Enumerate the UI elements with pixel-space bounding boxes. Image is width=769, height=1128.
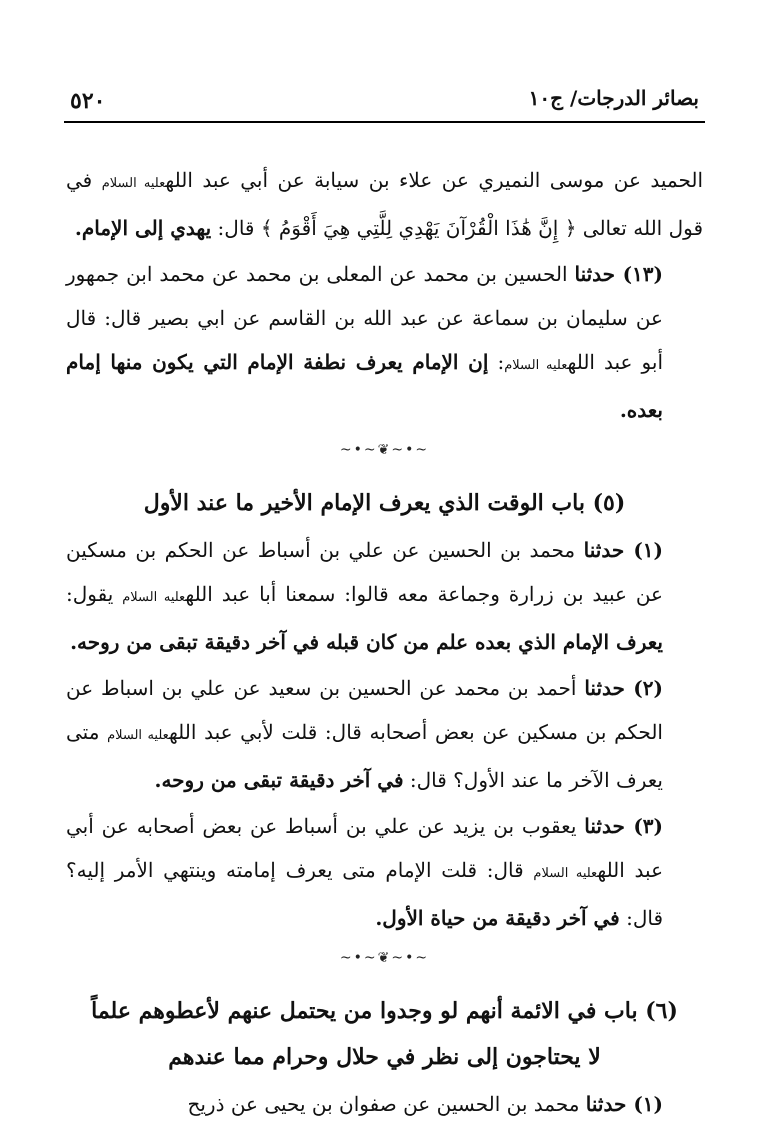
chapter-heading-6-line-1: (٦) باب في الائمة أنهم لو وجدوا من يحتمل عنهم لأعطوهم علماً <box>91 998 678 1024</box>
page-body <box>66 158 703 1128</box>
bold-text: في آخر دقيقة تبقى من روحه. <box>154 768 404 792</box>
text-run: يعقوب بن يزيد عن علي بن أسباط عن بعض أصحابه عن أبي عبد الله <box>66 814 664 882</box>
text-run: قال: قلت الإمام متى يعرف إمامته وينتهي الأمر إليه؟ قال: <box>66 858 663 930</box>
bold-text: (١) حدثنا <box>585 1092 663 1116</box>
page-header <box>64 82 705 122</box>
text-run: الحميد عن موسى النميري عن علاء بن سيابة عن أبي عبد الله <box>165 168 704 192</box>
bold-text: (١٣) حدثنا <box>574 262 663 286</box>
salutation-mark: عليه السلام <box>533 866 598 881</box>
text-run: الحسين بن محمد عن المعلى بن محمد عن محمد ابن جمهور عن سليمان بن سماعة عن عبد الله بن القاسم عن ابي بصير قال: قال أبو عبد الله <box>66 262 663 374</box>
paragraph <box>66 528 703 664</box>
salutation-mark: عليه السلام <box>504 358 568 373</box>
text-run: يقول: <box>66 582 123 606</box>
ornament-divider: ~•~❦~•~ <box>339 442 430 458</box>
bold-text: في آخر دقيقة من حياة الأول. <box>375 906 620 930</box>
running-title: بصائر الدرجات/ ج١٠ <box>528 86 699 110</box>
bold-text: يعرف الإمام الذي بعده علم من كان قبله في آخر دقيقة تبقى من روحه. <box>70 630 663 654</box>
salutation-mark: عليه السلام <box>107 728 169 743</box>
paragraph <box>66 666 703 802</box>
paragraph <box>66 1082 703 1126</box>
text-run: متى يعرف الآخر ما عند الأول؟ قال: <box>66 720 663 792</box>
paragraph-group-2 <box>66 528 703 940</box>
text-run: في قول الله تعالى ﴿ إِنَّ هَٰذَا الْقُرْآنَ يَهْدِي لِلَّتِي هِيَ أَقْوَمُ ﴾ قال: <box>66 168 703 240</box>
text-run: محمد بن الحسين عن صفوان بن يحيى عن ذريح <box>187 1092 586 1116</box>
bold-text: (٣) حدثنا <box>584 814 664 838</box>
bold-text: (٢) حدثنا <box>584 676 663 700</box>
text-run: أحمد بن محمد عن الحسين بن سعيد عن علي بن اسباط عن الحكم بن مسكين عن بعض أصحابه قال: قلت لأبي عبد الله <box>66 676 663 744</box>
salutation-mark: عليه السلام <box>101 176 166 191</box>
paragraph <box>66 252 703 432</box>
chapter-heading-6-line-2: لا يحتاجون إلى نظر في حلال وحرام مما عندهم <box>168 1044 601 1070</box>
paragraph-group-1 <box>66 158 703 432</box>
paragraph <box>66 158 703 250</box>
chapter-heading-5: (٥) باب الوقت الذي يعرف الإمام الأخير ما عند الأول <box>143 490 626 516</box>
header-rule <box>64 121 705 123</box>
salutation-mark: عليه السلام <box>122 590 186 605</box>
ornament-divider: ~•~❦~•~ <box>339 950 430 966</box>
bold-text: (١) حدثنا <box>583 538 663 562</box>
bold-text: إن الإمام يعرف نطفة الإمام التي يكون منها إمام بعده. <box>66 350 663 422</box>
bold-text: يهدي إلى الإمام. <box>74 216 212 240</box>
text-run: محمد بن الحسين عن علي بن أسباط عن الحكم بن مسكين عن عبيد بن زرارة وجماعة معه قالوا: سمعنا أبا عبد الله <box>66 538 663 606</box>
page-number: ٥٢٠ <box>70 88 106 114</box>
text-run: : <box>488 350 505 374</box>
paragraph <box>66 804 703 940</box>
